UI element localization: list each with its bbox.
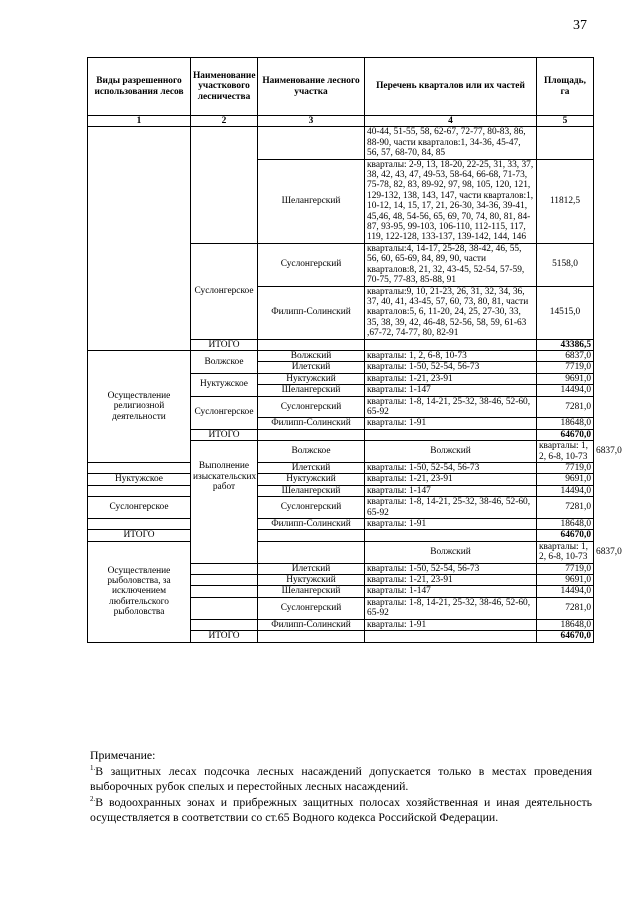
forest-plot-cell: Волжский — [365, 541, 537, 563]
forest-plot-cell: Суслонгерский — [258, 597, 365, 619]
forest-plot-cell: Нуктужский — [258, 575, 365, 586]
area-cell: 9691,0 — [537, 373, 594, 384]
forest-plot-cell: Шелангерский — [258, 485, 365, 496]
area-cell: 7281,0 — [537, 396, 594, 418]
forest-plot-cell: Илетский — [258, 563, 365, 574]
forest-plot-cell — [258, 127, 365, 159]
total-area: 64670,0 — [537, 530, 594, 541]
area-cell: 6837,0 — [537, 350, 594, 361]
forest-plot-cell: Суслонгерский — [258, 243, 365, 286]
total-area: 43386,5 — [537, 339, 594, 350]
forest-plot-cell: Шелангерский — [258, 385, 365, 396]
forestry-cell — [88, 485, 191, 496]
forest-plot-cell: Филипп-Солинский — [258, 286, 365, 339]
total-area: 64670,0 — [537, 429, 594, 440]
area-cell: 7281,0 — [537, 597, 594, 619]
area-cell: 5158,0 — [537, 243, 594, 286]
forestry-cell: Суслонгерское — [191, 243, 258, 339]
area-cell: 14494,0 — [537, 385, 594, 396]
area-cell: 18648,0 — [537, 619, 594, 630]
header-forest-plot: Наименование лесного участка — [258, 58, 365, 116]
empty-cell — [365, 429, 537, 440]
quarters-cell: кварталы: 1-21, 23-91 — [365, 373, 537, 384]
forestry-cell — [191, 619, 258, 630]
forest-plot-cell: Филипп-Солинский — [258, 619, 365, 630]
header-quarters: Перечень кварталов или их частей — [365, 58, 537, 116]
forest-plot-cell: Илетский — [258, 362, 365, 373]
forestry-cell: Волжское — [258, 441, 365, 463]
note-2-marker: 2. — [90, 794, 96, 803]
quarters-cell: кварталы: 1-8, 14-21, 25-32, 38-46, 52-60, 65-92 — [365, 597, 537, 619]
quarters-cell: кварталы:9, 10, 21-23, 26, 31, 32, 34, 36, 37, 40, 41, 43-45, 57, 60, 73, 80, 81, части кварталов:5, 6, 11-20, 24, 25, 27-30, 33, 35, 38, 39, 42, 46-48, 52-56, 58, 59, 61-63 ,67-72, 74-77, 80, 82-91 — [365, 286, 537, 339]
forest-plot-cell: Нуктужский — [258, 474, 365, 485]
forest-plot-cell: Филипп-Солинский — [258, 519, 365, 530]
forestry-cell — [191, 586, 258, 597]
forestry-cell — [191, 127, 258, 243]
col-number-1: 1 — [88, 116, 191, 127]
forestry-cell: Суслонгерское — [88, 497, 191, 519]
note-2-text: В водоохранных зонах и прибрежных защитных полосах хозяйственная и иная деятельность осуществляется в соответствии со ст.65 Водного кодекса Российской Федерации. — [90, 794, 592, 824]
header-forestry: Наименование участкового лесничества — [191, 58, 258, 116]
area-cell: 18648,0 — [537, 519, 594, 530]
note-title: Примечание: — [90, 748, 156, 762]
area-cell: 18648,0 — [537, 418, 594, 429]
forestry-cell — [191, 563, 258, 574]
forest-plot-cell: Волжский — [365, 441, 537, 463]
use-type-cell: Выполнение изыскательских работ — [191, 441, 258, 563]
area-cell: 7719,0 — [537, 362, 594, 373]
use-type-cell: Осуществление религиозной деятельности — [88, 350, 191, 462]
col-number-3: 3 — [258, 116, 365, 127]
forestry-cell: Нуктужское — [191, 373, 258, 396]
quarters-cell: кварталы: 1-147 — [365, 385, 537, 396]
area-cell — [537, 127, 594, 159]
quarters-cell: кварталы: 1-91 — [365, 519, 537, 530]
col-number-4: 4 — [365, 116, 537, 127]
forest-plot-cell: Шелангерский — [258, 159, 365, 243]
quarters-cell: кварталы: 1-147 — [365, 586, 537, 597]
total-label: ИТОГО — [88, 530, 191, 541]
forestry-cell — [191, 575, 258, 586]
quarters-cell: кварталы: 1-50, 52-54, 56-73 — [365, 362, 537, 373]
forest-plot-cell: Суслонгерский — [258, 396, 365, 418]
area-cell: 7719,0 — [537, 463, 594, 474]
quarters-cell: кварталы: 2-9, 13, 18-20, 22-25, 31, 33, 37, 38, 42, 43, 47, 49-53, 58-64, 66-68, 71-73, 75-78, 82, 83, 89-92, 97, 98, 105, 120, 121, 129-132, 138, 143, 147, части кварталов:1, 10-12, 14, 15, 17, 21, 26-30, 34-36, 39-41, 45,46, 48, 54-56, 65, 69, 70, 74, 80, 81, 84-87, 93-95, 99-103, 106-110, 112-115, 117, 119, 122-128, 133-137, 139-142, 144, 146 — [365, 159, 537, 243]
area-cell: 7719,0 — [537, 563, 594, 574]
quarters-cell: кварталы: 1-50, 52-54, 56-73 — [365, 563, 537, 574]
total-label: ИТОГО — [191, 429, 258, 440]
note-1-marker: 1. — [90, 763, 96, 772]
total-label: ИТОГО — [191, 631, 258, 642]
quarters-cell: кварталы:4, 14-17, 25-28, 38-42, 46, 55, 56, 60, 65-69, 84, 89, 90, части кварталов:8, 21, 32, 43-45, 52-54, 57-59, 70-75, 77-83, 85-88, 91 — [365, 243, 537, 286]
quarters-cell: кварталы: 1-8, 14-21, 25-32, 38-46, 52-60, 65-92 — [365, 396, 537, 418]
quarters-cell: кварталы: 1-91 — [365, 418, 537, 429]
quarters-cell: кварталы: 1, 2, 6-8, 10-73 — [365, 350, 537, 361]
forest-plot-cell: Суслонгерский — [258, 497, 365, 519]
forest-plot-cell: Волжский — [258, 350, 365, 361]
forestry-cell: Волжское — [191, 350, 258, 373]
quarters-cell: кварталы: 1, 2, 6-8, 10-73 — [537, 541, 594, 563]
page-number: 37 — [573, 18, 587, 33]
empty-cell — [365, 339, 537, 350]
note-1 — [90, 764, 592, 795]
use-type-cell — [88, 127, 191, 351]
forest-plot-cell: Филипп-Солинский — [258, 418, 365, 429]
quarters-cell: кварталы: 1-8, 14-21, 25-32, 38-46, 52-60, 65-92 — [365, 497, 537, 519]
area-cell: 14494,0 — [537, 586, 594, 597]
area-cell: 14515,0 — [537, 286, 594, 339]
empty-cell — [365, 631, 537, 642]
forestry-cell: Нуктужское — [88, 474, 191, 485]
quarters-cell: кварталы: 1-21, 23-91 — [365, 575, 537, 586]
forestry-cell — [88, 519, 191, 530]
quarters-cell: кварталы: 1, 2, 6-8, 10-73 — [537, 441, 594, 463]
quarters-cell: кварталы: 1-91 — [365, 619, 537, 630]
forest-plot-cell: Шелангерский — [258, 586, 365, 597]
quarters-cell: кварталы: 1-147 — [365, 485, 537, 496]
quarters-cell: кварталы: 1-21, 23-91 — [365, 474, 537, 485]
empty-cell — [258, 429, 365, 440]
empty-cell — [258, 631, 365, 642]
forest-plot-cell: Илетский — [258, 463, 365, 474]
forest-plot-cell: Нуктужский — [258, 373, 365, 384]
total-area: 64670,0 — [537, 631, 594, 642]
area-cell: 7281,0 — [537, 497, 594, 519]
forestry-cell — [191, 597, 258, 619]
area-cell: 9691,0 — [537, 575, 594, 586]
area-cell: 9691,0 — [537, 474, 594, 485]
quarters-cell: кварталы: 1-50, 52-54, 56-73 — [365, 463, 537, 474]
empty-cell — [365, 530, 537, 541]
area-cell: 14494,0 — [537, 485, 594, 496]
total-label: ИТОГО — [191, 339, 258, 350]
forest-use-table: Виды разрешенного использования лесов Наименование участкового лесничества Наименование лесного участка Перечень кварталов или их частей Площадь, га 1 2 3 4 5 40-44, 51-55, 58, 62-67, 72-77, 80-83, 86, 88-90, части кварталов:1, 34-36, 45-47, 56, 57, 68-70, 84, 85 Шелангерский кварталы: 2-9, 13, 18-20, 22-25, 31, 33, 37, 38, 42, 43, 47, 49-53, 58-64, 66-68, 71-73, 75-78, 82, 83, 89-92, 97, 98, 105, 120, 121, 129-132, 138, 143, 147, части кварталов:1, 10-12, 14, 15, 17, 21, 26-30, 34-36, 39-41, 45,46, 48, 54-56, 65, 69, 70, 74, 80, 81, 84-87, 93-95, 99-103, 106-110, 112-115, 117, 119, 122-128, 133-137, 139-142, 144, 146 11812,5 Суслонгерское Суслонгерский кварталы:4, 14-17, 25-28, 38-42, 46, 55, 56, 60, 65-69, 84, 89, 90, части кварталов:8, 21, 32, 43-45, 52-54, 57-59, 70-75, 77-83, 85-88, 91 5158,0 Филипп-Солинский кварталы:9, 10, 21-23, 26, 31, 32, 34, 36, 37, 40, 41, 43-45, 57, 60, 73, 80, 81, части кварталов:5, 6, 11-20, 24, 25, 27-30, 33, 35, 38, 39, 42, 46-48, 52-56, 58, 59, 61-63 ,67-72, 74-77, 80, 82-91 14515,0 ИТОГО 43386,5 Осуществление религиозной деятельности Волжское Волжский кварталы: 1, 2, 6-8, 10-73 6837,0 Илетский кварталы: 1-50, 52-54, 56-73 7719,0 Нуктужское Нуктужский кварталы: 1-21, 23-91 9691,0 Шелангерский кварталы: 1-147 14494,0 Суслонгерское Суслонгерский кварталы: 1-8, 14-21, 25-32, 38-46, 52-60, 65-92 7281,0 Филипп-Солинский кварталы: 1-91 18648,0 ИТОГО 64670,0 Выполнение изыскательских работ Волжское Волжский кварталы: 1, 2, 6-8, 10-73 6837,0 Илетский кварталы: 1-50, 52-54, 56-73 7719,0 Нуктужское Нуктужский кварталы: 1-21, 23-91 9691,0 Шелангерский кварталы: 1-147 14494,0 Суслонгерское Суслонгерский кварталы: 1-8, 14-21, 25-32, 38-46, 52-60, 65-92 7281,0 Филипп-Солинский кварталы: 1-91 18648,0 ИТОГО 64670,0 Осуществление рыболовства, за исключением любительского рыболовства Волжский кварталы: 1, 2, 6-8, 10-73 6837,0 Илетский кварталы: 1-50, 52-54, 56-73 7719,0 Нуктужский кварталы: 1-21, 23-91 9691,0 Шелангерский кварталы: 1-147 14494,0 Суслонгерский кварталы: 1-8, 14-21, 25-32, 38-46, 52-60, 65-92 7281,0 Филипп-Солинский кварталы: 1-91 18648,0 ИТОГО 64670,0 — [87, 57, 594, 643]
empty-cell — [258, 339, 365, 350]
area-cell: 11812,5 — [537, 159, 594, 243]
forestry-cell — [258, 541, 365, 563]
empty-cell — [258, 530, 365, 541]
header-area: Площадь, га — [537, 58, 594, 116]
footnotes — [90, 748, 592, 826]
forestry-cell — [88, 463, 191, 474]
forestry-cell: Суслонгерское — [191, 396, 258, 429]
note-2 — [90, 795, 592, 826]
use-type-cell: Осуществление рыболовства, за исключением любительского рыболовства — [88, 541, 191, 642]
header-use-type: Виды разрешенного использования лесов — [88, 58, 191, 116]
quarters-cell: 40-44, 51-55, 58, 62-67, 72-77, 80-83, 86, 88-90, части кварталов:1, 34-36, 45-47, 56, 57, 68-70, 84, 85 — [365, 127, 537, 159]
col-number-5: 5 — [537, 116, 594, 127]
note-1-text: В защитных лесах подсочка лесных насаждений допускается только в местах проведения выборочных рубок спелых и перестойных лесных насаждений. — [90, 763, 592, 793]
col-number-2: 2 — [191, 116, 258, 127]
